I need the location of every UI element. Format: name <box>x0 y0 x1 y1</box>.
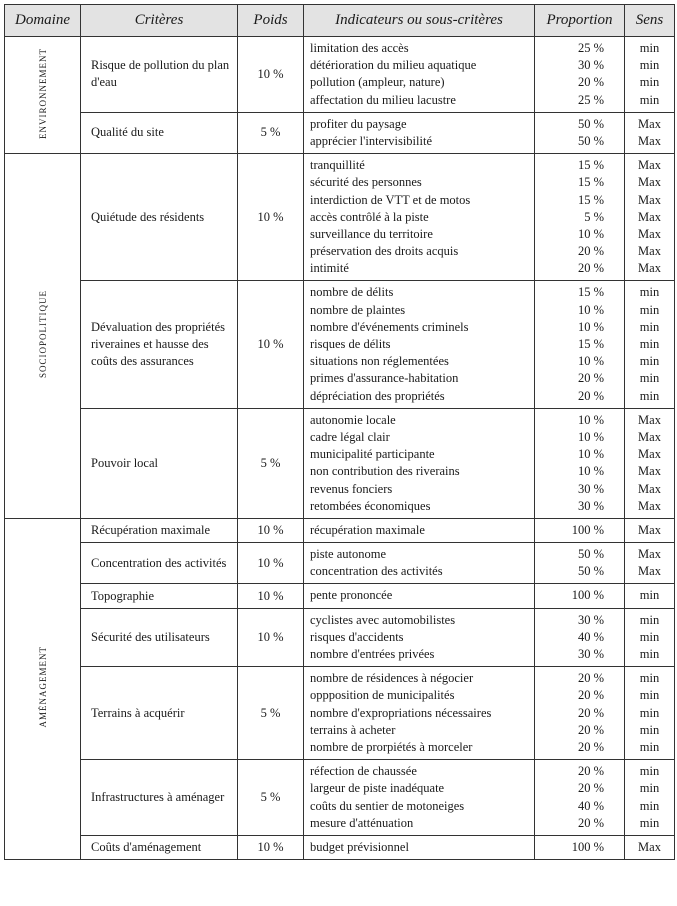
criterion-weight: 5 % <box>238 112 304 153</box>
indicator-list <box>304 543 535 584</box>
indicator-label: revenus fonciers <box>310 481 393 496</box>
indicator-label: nombre de délits <box>310 285 394 300</box>
indicator-proportion: 30 % <box>577 481 604 496</box>
proportion-list <box>535 835 625 859</box>
indicator-proportion: 100 % <box>571 839 604 854</box>
indicator-list <box>304 835 535 859</box>
sens-list <box>625 667 675 760</box>
criterion-weight: 10 % <box>238 608 304 667</box>
criterion-name: Infrastructures à aménager <box>81 760 238 836</box>
indicator-label: profiter du paysage <box>310 116 407 131</box>
indicator-proportion: 20 % <box>577 244 604 259</box>
indicator-list <box>304 154 535 281</box>
indicator-proportion: 50 % <box>577 547 604 562</box>
sens-list <box>625 518 675 542</box>
indicator-label: municipalité participante <box>310 447 435 462</box>
indicator-sens: Max <box>638 244 661 259</box>
table-row <box>5 608 675 667</box>
indicator-label: cyclistes avec automobilistes <box>310 612 456 627</box>
indicator-proportion: 50 % <box>577 564 604 579</box>
indicator-label: préservation des droits acquis <box>310 244 459 259</box>
indicator-proportion: 10 % <box>577 319 604 334</box>
indicator-label: affectation du milieu lacustre <box>310 92 456 107</box>
indicator-sens: Max <box>638 547 661 562</box>
indicator-sens: Max <box>638 481 661 496</box>
proportion-list <box>535 408 625 518</box>
criterion-weight: 10 % <box>238 518 304 542</box>
indicator-label: concentration des activités <box>310 564 443 579</box>
table-row <box>5 584 675 608</box>
sens-list <box>625 154 675 281</box>
indicator-sens: min <box>639 371 660 386</box>
indicator-sens: min <box>639 354 660 369</box>
indicator-label: autonomie locale <box>310 412 396 427</box>
indicator-sens: min <box>639 764 660 779</box>
indicator-label: nombre de prorpiétés à morceler <box>310 739 473 754</box>
indicator-sens: Max <box>638 564 661 579</box>
indicator-proportion: 30 % <box>577 647 604 661</box>
indicator-label: sécurité des personnes <box>310 175 422 190</box>
indicator-sens: Max <box>638 498 661 513</box>
indicator-label: piste autonome <box>310 547 387 562</box>
indicator-proportion: 20 % <box>577 781 604 796</box>
indicator-label: terrains à acheter <box>310 722 396 737</box>
sens-list <box>625 281 675 408</box>
criterion-weight: 10 % <box>238 835 304 859</box>
indicator-sens: min <box>639 388 660 403</box>
indicator-sens: Max <box>638 209 661 224</box>
indicator-sens: Max <box>638 261 661 276</box>
header-sens: Sens <box>625 5 675 37</box>
domain-cell <box>5 37 81 154</box>
header-domaine: Domaine <box>5 5 81 37</box>
indicator-sens: min <box>639 41 660 55</box>
indicator-proportion: 100 % <box>571 522 604 537</box>
indicator-sens: Max <box>638 464 661 479</box>
criterion-weight: 5 % <box>238 667 304 760</box>
table-row <box>5 543 675 584</box>
indicator-proportion: 20 % <box>577 722 604 737</box>
indicator-label: nombre de plaintes <box>310 302 406 317</box>
indicator-sens: min <box>639 705 660 720</box>
indicator-proportion: 10 % <box>577 226 604 241</box>
indicator-proportion: 5 % <box>584 209 604 224</box>
indicator-sens: min <box>639 688 660 703</box>
proportion-list <box>535 543 625 584</box>
indicator-label: nombre de résidences à négocier <box>310 671 474 686</box>
sens-list <box>625 37 675 113</box>
indicator-label: limitation des accès <box>310 41 409 55</box>
indicator-label: réfection de chaussée <box>310 764 417 779</box>
criterion-name: Coûts d'aménagement <box>81 835 238 859</box>
header-indicateurs: Indicateurs ou sous-critères <box>304 5 535 37</box>
indicator-proportion: 10 % <box>577 354 604 369</box>
indicator-label: non contribution des riverains <box>310 464 460 479</box>
indicator-sens: min <box>639 798 660 813</box>
criterion-name: Qualité du site <box>81 112 238 153</box>
proportion-list <box>535 608 625 667</box>
indicator-label: pente prononcée <box>310 588 393 603</box>
table-row <box>5 667 675 760</box>
indicator-label: accès contrôlé à la piste <box>310 209 429 224</box>
indicator-label: dépréciation des propriétés <box>310 388 445 403</box>
indicator-label: détérioration du milieu aquatique <box>310 58 477 73</box>
criteria-table <box>4 4 675 860</box>
indicator-proportion: 25 % <box>577 41 604 55</box>
proportion-list <box>535 760 625 836</box>
sens-list <box>625 112 675 153</box>
indicator-proportion: 20 % <box>577 688 604 703</box>
indicator-sens: min <box>639 319 660 334</box>
indicator-sens: min <box>639 647 660 661</box>
indicator-proportion: 20 % <box>577 815 604 830</box>
indicator-proportion: 30 % <box>577 58 604 73</box>
indicator-sens: Max <box>638 175 661 190</box>
indicator-label: récupération maximale <box>310 522 425 537</box>
indicator-proportion: 15 % <box>577 175 604 190</box>
indicator-label: risques de délits <box>310 337 391 351</box>
criterion-name: Sécurité des utilisateurs <box>81 608 238 667</box>
indicator-sens: Max <box>638 429 661 444</box>
indicator-proportion: 15 % <box>577 337 604 351</box>
domain-cell <box>5 518 81 859</box>
criterion-name: Risque de pollution du plan d'eau <box>81 37 238 113</box>
indicator-label: nombre d'expropriations nécessaires <box>310 705 492 720</box>
criterion-weight: 5 % <box>238 760 304 836</box>
indicator-label: nombre d'entrées privées <box>310 647 435 661</box>
indicator-proportion: 20 % <box>577 371 604 386</box>
indicator-proportion: 10 % <box>577 412 604 427</box>
indicator-proportion: 25 % <box>577 92 604 107</box>
table-row <box>5 835 675 859</box>
indicator-proportion: 40 % <box>577 798 604 813</box>
indicator-label: oppposition de municipalités <box>310 688 455 703</box>
header-proportion: Proportion <box>535 5 625 37</box>
indicator-proportion: 20 % <box>577 388 604 403</box>
indicator-label: intimité <box>310 261 349 276</box>
indicator-list <box>304 281 535 408</box>
indicator-proportion: 10 % <box>577 447 604 462</box>
criterion-weight: 10 % <box>238 281 304 408</box>
indicator-proportion: 100 % <box>571 588 604 603</box>
header-row <box>5 5 675 37</box>
indicator-label: mesure d'atténuation <box>310 815 414 830</box>
domain-cell <box>5 154 81 519</box>
criterion-name: Pouvoir local <box>81 408 238 518</box>
indicator-sens: min <box>639 722 660 737</box>
indicator-sens: min <box>639 815 660 830</box>
sens-list <box>625 835 675 859</box>
indicator-label: pollution (ampleur, nature) <box>310 75 445 90</box>
table-row <box>5 112 675 153</box>
criterion-name: Récupération maximale <box>81 518 238 542</box>
indicator-proportion: 40 % <box>577 629 604 644</box>
indicator-list <box>304 584 535 608</box>
indicator-sens: min <box>639 92 660 107</box>
table-row <box>5 408 675 518</box>
criterion-weight: 10 % <box>238 37 304 113</box>
indicator-sens: min <box>639 629 660 644</box>
criterion-weight: 10 % <box>238 584 304 608</box>
indicator-proportion: 10 % <box>577 429 604 444</box>
indicator-sens: Max <box>638 447 661 462</box>
sens-list <box>625 760 675 836</box>
indicator-label: nombre d'événements criminels <box>310 319 469 334</box>
indicator-sens: min <box>639 58 660 73</box>
sens-list <box>625 543 675 584</box>
indicator-list <box>304 518 535 542</box>
indicator-list <box>304 667 535 760</box>
criterion-name: Concentration des activités <box>81 543 238 584</box>
indicator-sens: min <box>639 337 660 351</box>
indicator-proportion: 15 % <box>577 192 604 207</box>
proportion-list <box>535 281 625 408</box>
indicator-proportion: 15 % <box>577 285 604 300</box>
indicator-sens: Max <box>638 839 661 854</box>
indicator-list <box>304 760 535 836</box>
table-row <box>5 518 675 542</box>
indicator-proportion: 10 % <box>577 464 604 479</box>
domain-label: ENVIRONNEMENT <box>37 47 48 139</box>
sens-list <box>625 608 675 667</box>
indicator-sens: min <box>639 739 660 754</box>
indicator-sens: min <box>639 612 660 627</box>
proportion-list <box>535 518 625 542</box>
indicator-proportion: 20 % <box>577 764 604 779</box>
domain-label: SOCIOPOLITIQUE <box>37 290 48 378</box>
indicator-label: risques d'accidents <box>310 629 404 644</box>
indicator-sens: Max <box>638 192 661 207</box>
criterion-name: Quiétude des résidents <box>81 154 238 281</box>
indicator-list <box>304 37 535 113</box>
table-row <box>5 37 675 113</box>
indicator-proportion: 10 % <box>577 302 604 317</box>
table-row <box>5 281 675 408</box>
indicator-proportion: 20 % <box>577 705 604 720</box>
indicator-sens: min <box>639 75 660 90</box>
indicator-label: tranquillité <box>310 158 365 173</box>
indicator-sens: Max <box>638 412 661 427</box>
indicator-sens: Max <box>638 522 661 537</box>
sens-list <box>625 408 675 518</box>
table-row <box>5 760 675 836</box>
indicator-label: surveillance du territoire <box>310 226 433 241</box>
indicator-proportion: 20 % <box>577 739 604 754</box>
indicator-label: coûts du sentier de motoneiges <box>310 798 465 813</box>
indicator-sens: min <box>639 671 660 686</box>
proportion-list <box>535 112 625 153</box>
indicator-sens: min <box>639 781 660 796</box>
indicator-list <box>304 112 535 153</box>
proportion-list <box>535 584 625 608</box>
indicator-label: interdiction de VTT et de motos <box>310 192 471 207</box>
indicator-sens: min <box>639 302 660 317</box>
criterion-weight: 5 % <box>238 408 304 518</box>
indicator-proportion: 15 % <box>577 158 604 173</box>
indicator-list <box>304 608 535 667</box>
indicator-proportion: 20 % <box>577 671 604 686</box>
indicator-label: situations non réglementées <box>310 354 449 369</box>
indicator-label: largeur de piste inadéquate <box>310 781 445 796</box>
indicator-proportion: 20 % <box>577 261 604 276</box>
indicator-proportion: 30 % <box>577 612 604 627</box>
criterion-name: Topographie <box>81 584 238 608</box>
indicator-sens: Max <box>638 116 661 131</box>
criterion-name: Terrains à acquérir <box>81 667 238 760</box>
header-poids: Poids <box>238 5 304 37</box>
indicator-label: apprécier l'intervisibilité <box>310 133 432 148</box>
indicator-label: primes d'assurance-habitation <box>310 371 459 386</box>
table-body <box>5 37 675 860</box>
indicator-proportion: 20 % <box>577 75 604 90</box>
indicator-proportion: 50 % <box>577 116 604 131</box>
indicator-list <box>304 408 535 518</box>
indicator-proportion: 50 % <box>577 133 604 148</box>
indicator-sens: Max <box>638 133 661 148</box>
indicator-sens: Max <box>638 226 661 241</box>
proportion-list <box>535 667 625 760</box>
indicator-label: cadre légal clair <box>310 429 390 444</box>
indicator-sens: min <box>639 588 660 603</box>
criterion-weight: 10 % <box>238 154 304 281</box>
proportion-list <box>535 37 625 113</box>
indicator-sens: Max <box>638 158 661 173</box>
criterion-weight: 10 % <box>238 543 304 584</box>
indicator-label: retombées économiques <box>310 498 431 513</box>
domain-label: AMÉNAGEMENT <box>37 646 48 728</box>
indicator-proportion: 30 % <box>577 498 604 513</box>
header-criteres: Critères <box>81 5 238 37</box>
proportion-list <box>535 154 625 281</box>
table-row <box>5 154 675 281</box>
indicator-sens: min <box>639 285 660 300</box>
criterion-name: Dévaluation des propriétés riveraines et hausse des coûts des assurances <box>81 281 238 408</box>
indicator-label: budget prévisionnel <box>310 839 409 854</box>
sens-list <box>625 584 675 608</box>
